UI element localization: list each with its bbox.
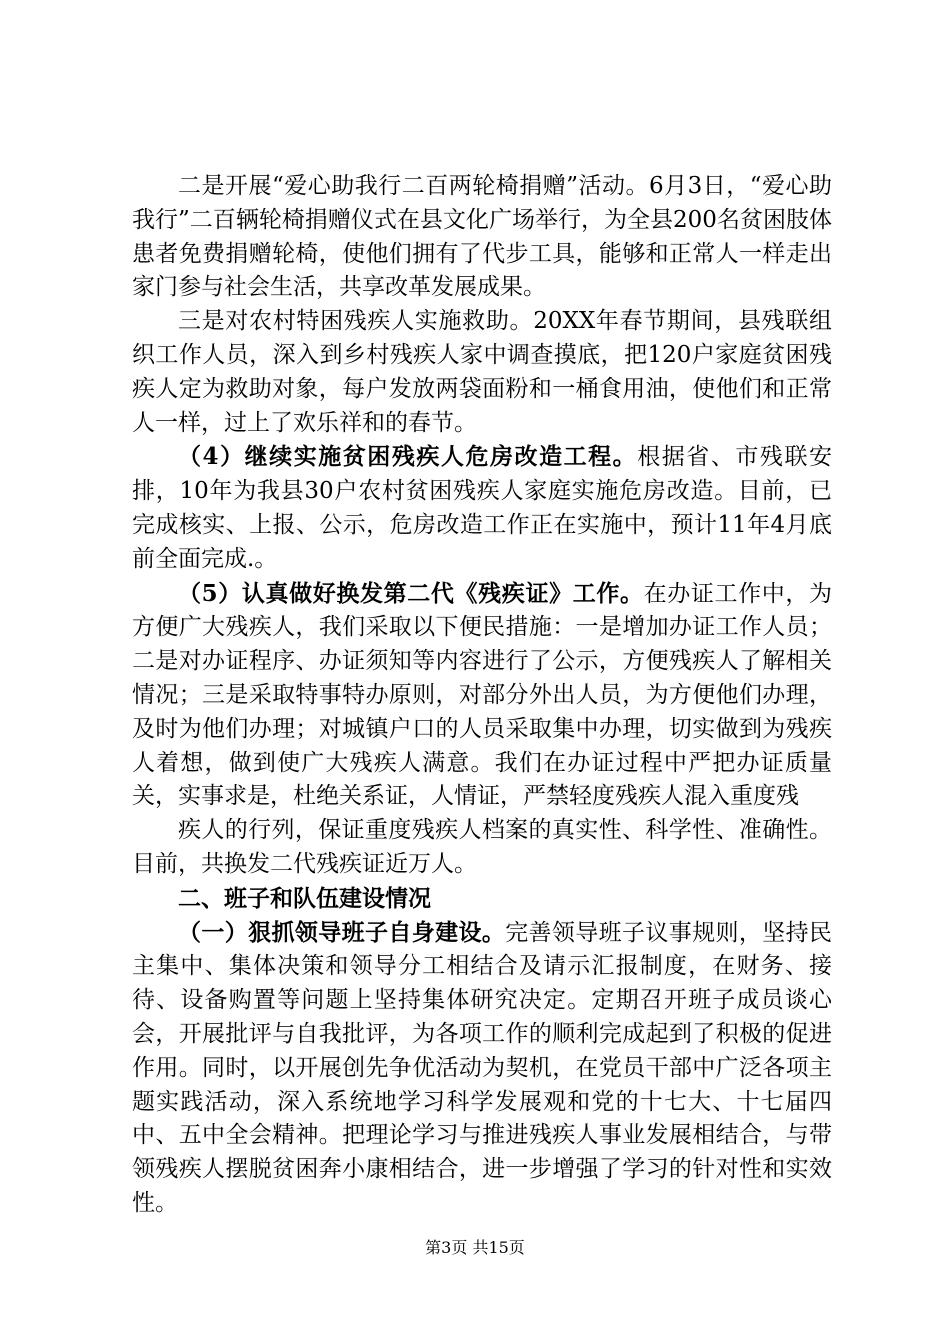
paragraph-disability-certificate (132, 577, 832, 815)
page-footer (0, 1238, 950, 1258)
paragraph-certificate-continued: 疾人的行列，保证重度残疾人档案的真实性、科学性、准确性。目前，共换发二代残疾证近万人。 (132, 817, 832, 877)
page-number-label: 第3页 共15页 (425, 1238, 525, 1257)
paragraph-lead: （5）认真做好换发第二代《残疾证》工作。 (178, 579, 644, 607)
paragraph-lead: （一）狠抓领导班子自身建设。 (178, 918, 506, 946)
paragraph-wheelchair-donation: 二是开展“爱心助我行二百两轮椅捐赠”活动。6月3日，“爱心助我行”二百辆轮椅捐赠仪式在县文化广场举行，为全县200名贫困肢体患者免费捐赠轮椅，使他们拥有了代步工具，能够和正常人一样走出家门参与社会生活，共享改革发展成果。 (132, 173, 832, 301)
document-body (132, 170, 832, 1221)
paragraph-leadership-building (132, 916, 832, 1221)
paragraph-housing-renovation (132, 440, 832, 576)
section-heading: 二、班子和队伍建设情况 (178, 884, 431, 912)
paragraph-body: 完善领导班子议事规则，坚持民主集中、集体决策和领导分工相结合及请示汇报制度，在财务、接待、设备购置等问题上坚持集体研究决定。定期召开班子成员谈心会，开展批评与自我批评，为各项工作的顺利完成起到了积极的促进作用。同时，以开展创先争优活动为契机，在党员干部中广泛各项主题实践活动，深入系统地学习科学发展观和党的十七大、十七届四中、五中全会精神。把理论学习与推进残疾人事业发展相结合，与带领残疾人摆脱贫困奔小康相结合，进一步增强了学习的针对性和实效性。 (132, 919, 833, 1216)
paragraph-body: 根据省、市残联安排，10年为我县30户农村贫困残疾人家庭实施危房改造。目前，已完成核实、上报、公示，危房改造工作正在实施中，预计11年4月底前全面完成.。 (132, 444, 832, 572)
paragraph-rural-relief: 三是对农村特困残疾人实施救助。20XX年春节期间，县残联组织工作人员，深入到乡村残疾人家中调查摸底，把120户家庭贫困残疾人定为救助对象，每户发放两袋面粉和一桶食用油，使他们和正常人一样，过上了欢乐祥和的春节。 (132, 308, 832, 436)
paragraph-lead: （4）继续实施贫困残疾人危房改造工程。 (178, 443, 638, 471)
paragraph-body: 在办证工作中，为方便广大残疾人，我们采取以下便民措施：一是增加办证工作人员；二是对办证程序、办证须知等内容进行了公示，方便残疾人了解相关情况；三是采取特事特办原则，对部分外出人员，为方便他们办理，及时为他们办理；对城镇户口的人员采取集中办理，切实做到为残疾人着想，做到使广大残疾人满意。我们在办证过程中严把办证质量关，实事求是，杜绝关系证，人情证，严禁轻度残疾人混入重度残 (132, 580, 832, 810)
